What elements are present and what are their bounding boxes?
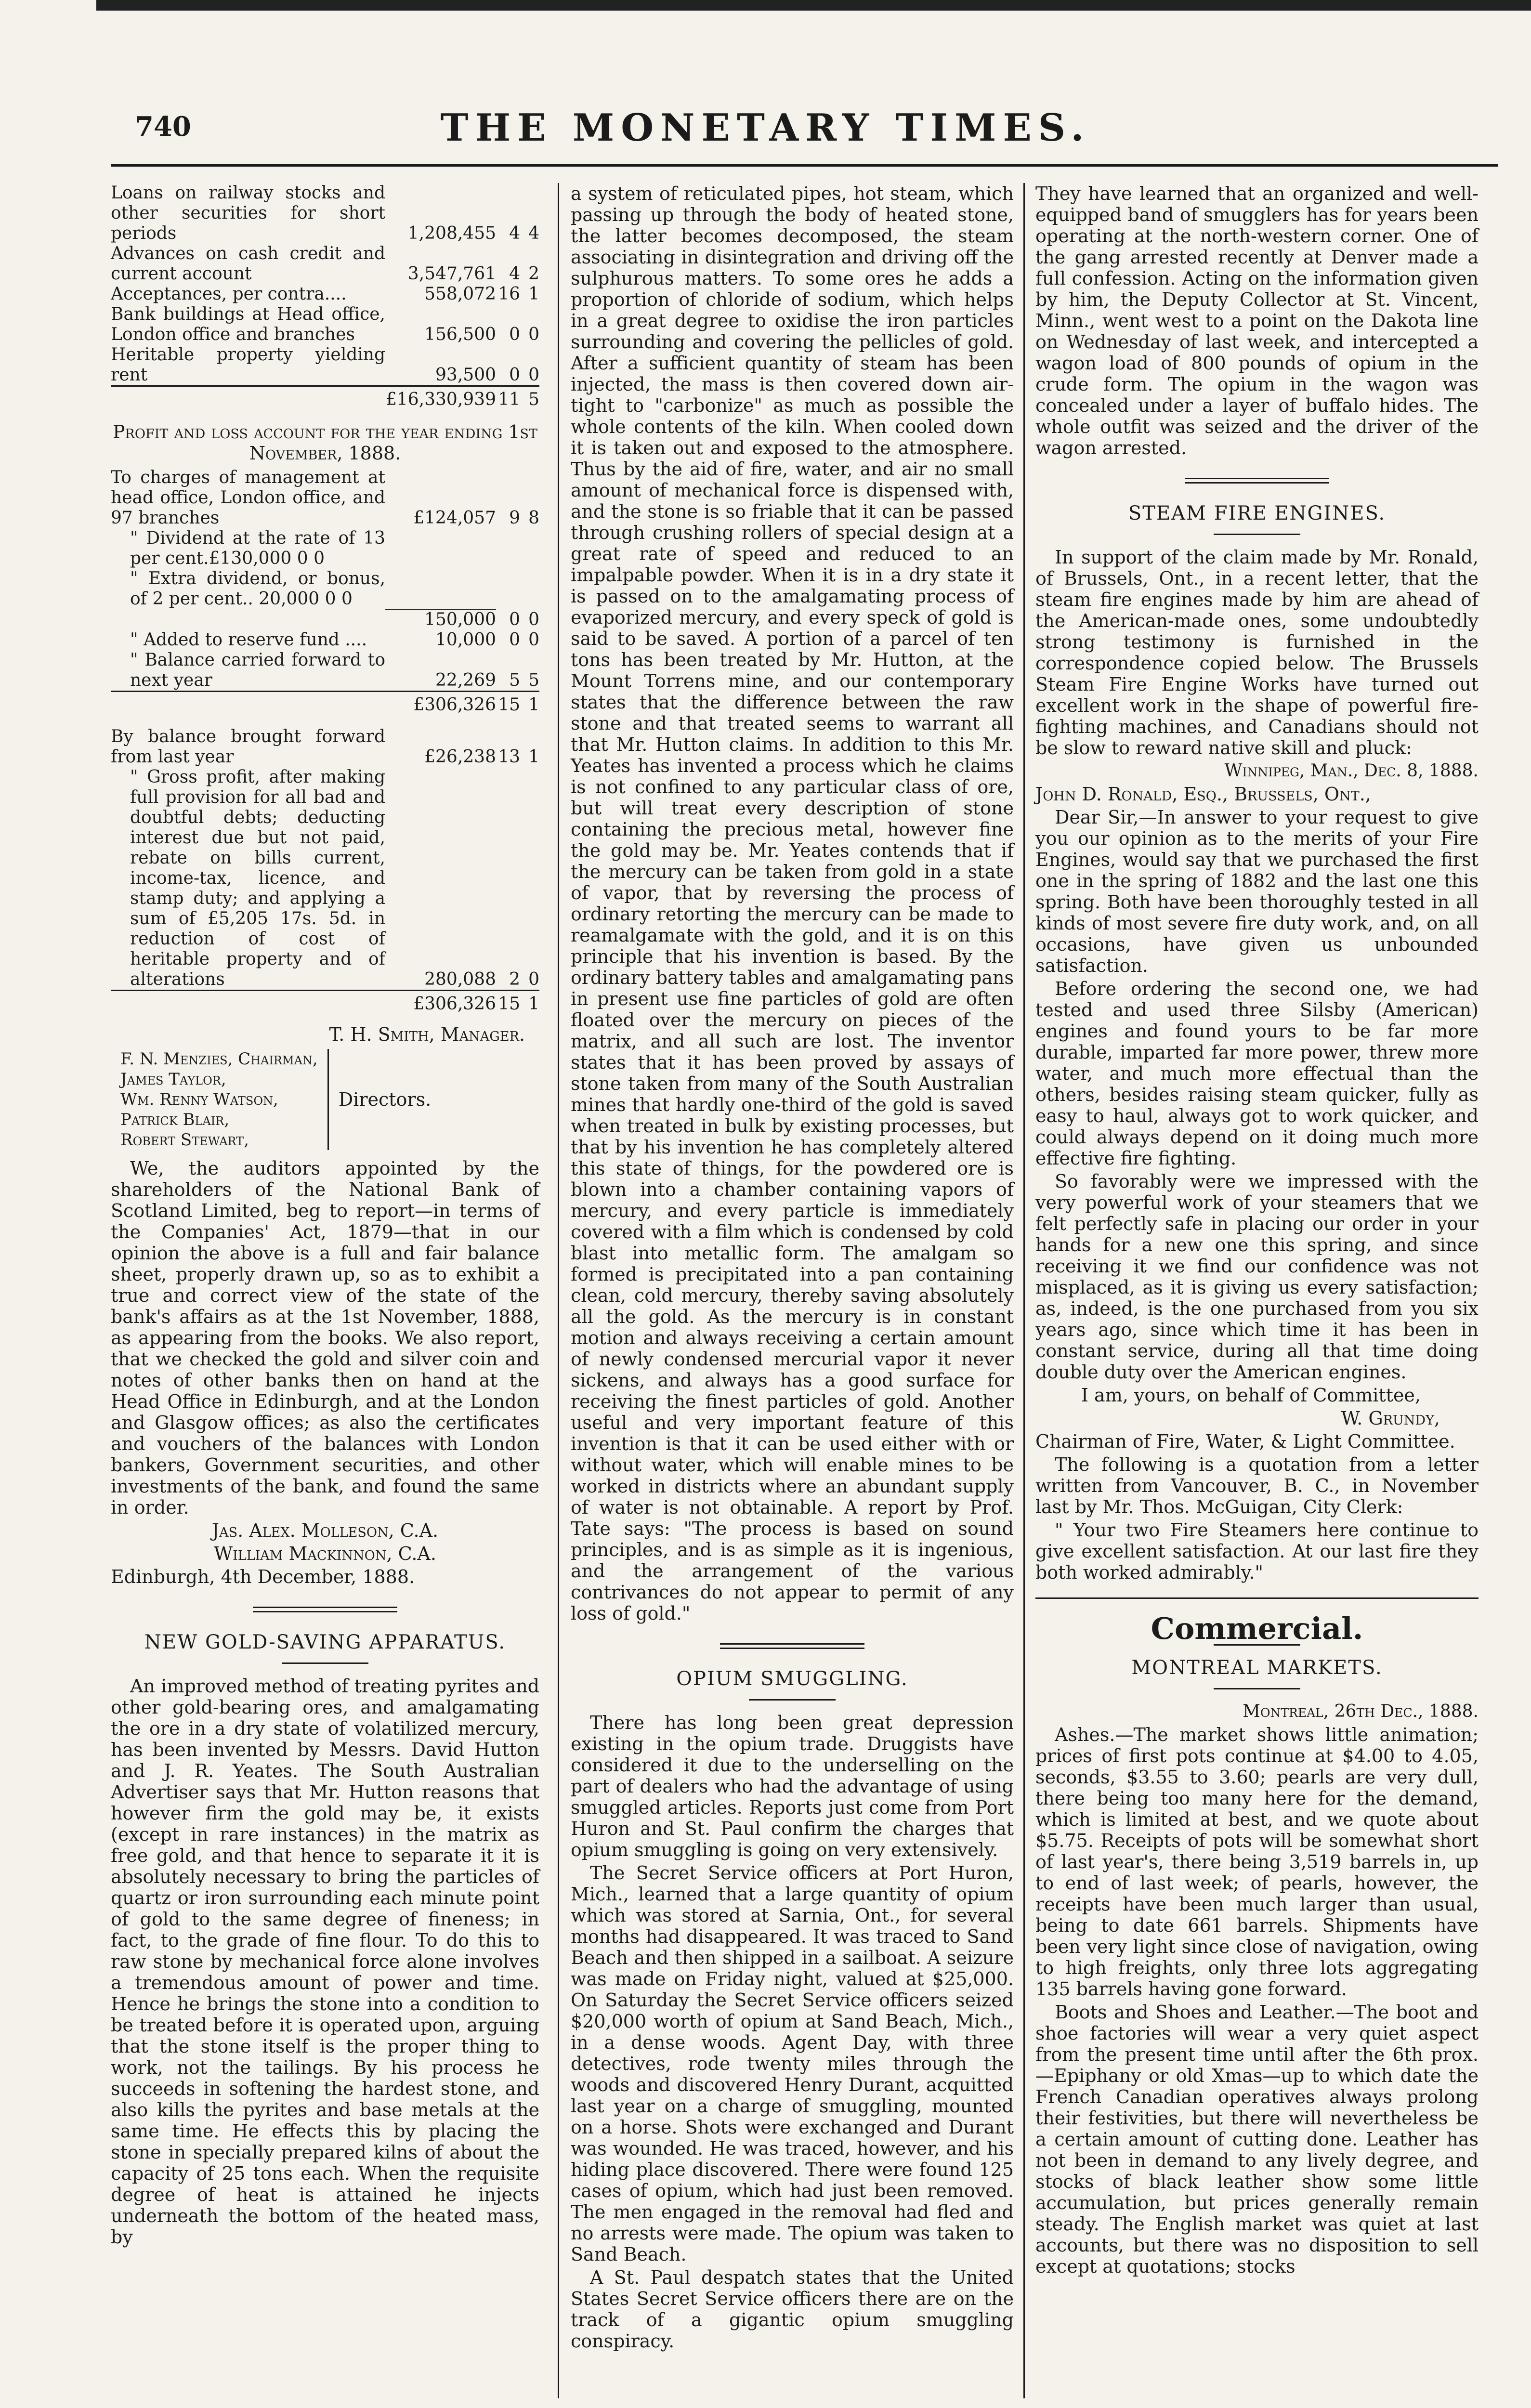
title-rule	[1214, 1688, 1300, 1689]
opium-article-title: OPIUM SMUGGLING.	[676, 1668, 908, 1690]
auditor-name: Jas. Alex. Molleson, C.A.	[211, 1520, 439, 1541]
ledger-row	[111, 304, 539, 345]
ledger-total-amount: £16,330,939	[385, 386, 496, 415]
markets-paragraph: Boots and Shoes and Leather.—The boot and shoe factories will wear a very quiet aspect from the present time until after the 6th prox.—Epiphany or old Xmas—up to which date the French Canadian operatives always prolong their festivities, but there will nevertheless be a certain amount of cutting done. Leather has not been in demand to any lively degree, and stocks of black leather show some little accumulation, but prices generally remain steady. The English market was quiet at last accounts, but there was no disposition to sell except at quotations; stocks	[1035, 2002, 1479, 2277]
markets-paragraph: Ashes.—The market shows little animation; prices of first pots continue at $4.00 to 4.05, seconds, $3.55 to 3.60; pearls are very dull, there being too many here for the demand, which is limited at best, and we quote about $5.75. Receipts of pots will be somewhat short of last year's, there being 3,519 barrels in, up to end of last week; of pearls, however, the receipts have been much larger than usual, being to date 661 barrels. Shipments have been very light since close of navigation, owing to high freights, only three lots aggregating 135 barrels having gone forward.	[1035, 1724, 1479, 2000]
directors-block	[120, 1049, 539, 1150]
ledger-amount: 150,000	[385, 609, 496, 630]
ledger-pence: 0	[528, 630, 539, 650]
ledger-total-row	[111, 692, 539, 720]
ledger-row	[111, 609, 539, 630]
balance-sheet-table	[111, 183, 539, 415]
section-rule	[1035, 1597, 1479, 1599]
ledger-shillings	[496, 528, 520, 569]
ledger-label: Loans on railway stocks and other securities for short periods	[111, 183, 385, 243]
markets-title: MONTREAL MARKETS.	[1131, 1657, 1383, 1679]
ledger-row	[111, 345, 539, 386]
steam-addressee: John D. Ronald, Esq., Brussels, Ont.,	[1035, 784, 1371, 805]
steam-letter-paragraph: So favorably were we impressed with the very powerful work of your steamers that we felt perfectly safe in placing our order in your hands for a new one this spring, and since receiving it we find our confidence was not misplaced, as it is giving us every satisfaction; as, indeed, is the one purchased from you six years ago, since which time it has been in constant service, during all that time doing double duty over the American engines.	[1035, 1171, 1479, 1383]
opium-article-text-continued: They have learned that an organized and well-equipped band of smugglers has for years been operating at the north-western corner. One of the gang arrested recently at Denver made a full confession. Acting on the information given by him, the Deputy Collector at St. Vincent, Minn., went west to a point on the Dakota line on Wednesday of last week, and intercepted a wagon load of 800 pounds of opium in the crude form. The opium in the wagon was concealed under a layer of buffalo hides. The whole outfit was seized and the driver of the wagon arrested.	[1035, 183, 1479, 458]
ledger-total-shillings: 15	[496, 692, 520, 720]
ledger-row	[111, 244, 539, 284]
ledger-label: Advances on cash credit and current account	[111, 244, 385, 284]
auditors-report: We, the auditors appointed by the shareholders of the National Bank of Scotland Limited, beg to report—in terms of the Companies' Act, 1879—that in our opinion the above is a full and fair balance sheet, properly drawn up, so as to exhibit a true and correct view of the state of the bank's affairs as at the 1st November, 1888, as appearing from the books. We also report, that we checked the gold and silver coin and notes of other banks then on hand at the Head Office in Edinburgh, and at the London and Glasgow offices; as also the certificates and vouchers of the balances with London bankers, Government securities, and other investments of the bank, and found the same in order.	[111, 1158, 539, 1518]
ledger-amount: 10,000	[435, 630, 496, 650]
pl-debit-table	[111, 468, 539, 720]
ledger-total-amount: £306,326	[385, 991, 496, 1020]
manager-signature: T. H. Smith, Manager.	[329, 1024, 525, 1045]
steam-intro: In support of the claim made by Mr. Ronald, of Brussels, Ont., in a recent letter, that the steam fire engines made by him are ahead of the American-made ones, some undoubtedly strong testimony is furnished in the correspondence copied below. The Brussels Steam Fire Engine Works have turned out excellent work in the shape of powerful fire-fighting machines, and Canadians should not be slow to reward native skill and pluck:	[1035, 547, 1479, 759]
directors-list	[120, 1049, 329, 1150]
column-2	[571, 183, 1014, 2354]
steam-signer: W. Grundy,	[1341, 1408, 1440, 1429]
ledger-label: Acceptances, per contra....	[111, 284, 347, 304]
pl-credit-table	[111, 727, 539, 1019]
director-name: Robert Stewart,	[120, 1130, 249, 1150]
opium-paragraph: There has long been great depression existing in the opium trade. Druggists have considered it due to the underselling on the part of dealers who had the advantage of using smuggled articles. Reports just come from Port Huron and St. Paul confirm the charges that opium smuggling is going on very extensively.	[571, 1712, 1014, 1860]
director-name: Patrick Blair,	[120, 1110, 230, 1129]
section-rule	[720, 1643, 864, 1649]
ledger-label: Bank buildings at Head office, London office and branches	[111, 304, 385, 344]
ledger-shillings: 16	[498, 284, 520, 304]
steam-signer-title: Chairman of Fire, Water, & Light Committee.	[1035, 1431, 1455, 1452]
steam-followup: The following is a quotation from a letter written from Vancouver, B. C., in November last by Mr. Thos. McGuigan, City Clerk:	[1035, 1454, 1479, 1518]
steam-quote: " Your two Fire Steamers here continue to give excellent satisfaction. At our last fire they both worked admirably."	[1035, 1519, 1479, 1583]
commercial-heading: Commercial.	[1151, 1611, 1363, 1646]
ledger-pence: 0	[528, 610, 539, 629]
ledger-pence: 0	[528, 365, 539, 385]
ledger-amount: 93,500	[435, 365, 496, 385]
ledger-shillings: 9	[509, 508, 520, 528]
ledger-amount: £124,057	[413, 508, 496, 528]
steam-article-title: STEAM FIRE ENGINES.	[1128, 502, 1386, 524]
pl-heading: Profit and loss account for the year ending 1st November, 1888.	[112, 421, 538, 464]
auditor-name: William Mackinnon, C.A.	[214, 1543, 436, 1564]
ledger-total-amount: £306,326	[385, 692, 496, 720]
ledger-row	[111, 767, 539, 991]
directors-label: Directors.	[338, 1089, 432, 1110]
header-rule	[111, 164, 1498, 167]
ledger-shillings: 5	[509, 670, 520, 690]
section-rule	[1185, 478, 1329, 484]
ledger-pence: 1	[528, 747, 539, 767]
column-divider-2	[1023, 183, 1025, 2398]
ledger-amount	[385, 569, 496, 609]
ledger-label: By balance brought forward from last year	[111, 727, 385, 767]
ledger-amount: 156,500	[424, 325, 496, 344]
director-name: F. N. Menzies, Chairman,	[120, 1049, 318, 1069]
ledger-pence: 4	[528, 223, 539, 243]
ledger-pence: 5	[528, 670, 539, 690]
steam-letter-paragraph: Dear Sir,—In answer to your request to give you our opinion as to the merits of your Fire Engines, would say that we purchased the first one in the spring of 1882 and the last one this spring. Both have been thoroughly tested in all kinds of most severe fire duty work, and, on all occasions, have given us unbounded satisfaction.	[1035, 807, 1479, 976]
ledger-row	[111, 284, 539, 304]
ledger-shillings: 0	[509, 630, 520, 650]
title-rule	[282, 1662, 368, 1664]
ledger-shillings: 4	[509, 223, 520, 243]
section-rule	[253, 1607, 397, 1612]
steam-closing: I am, yours, on behalf of Committee,	[1081, 1385, 1421, 1406]
ledger-pence: 0	[528, 325, 539, 344]
ledger-label	[111, 609, 385, 630]
ledger-total-row	[111, 991, 539, 1020]
ledger-amount: 1,208,455	[407, 223, 496, 243]
ledger-shillings: 13	[498, 747, 520, 767]
ledger-shillings: 0	[509, 325, 520, 344]
ledger-pence: 0	[528, 969, 539, 989]
ledger-total-pence: 1	[520, 692, 539, 720]
gold-article-text: An improved method of treating pyrites and other gold-bearing ores, and amalgamating the ore in a dry state of volatilized mercury, has been invented by Messrs. David Hutton and J. R. Yeates. The South Australian Advertiser says that Mr. Hutton reasons that however firm the gold may be, it exists (except in rare instances) in the matrix as free gold, and that hence to separate it it is absolutely necessary to bring the particles of quartz or iron surrounding each minute point of gold to the same degree of fineness; in fact, to the grade of fine flour. To do this to raw stone by mechanical force alone involves a tremendous amount of power and time. Hence he brings the stone into a condition to be treated before it is operated upon, arguing that the stone itself is the proper thing to work, not the tailings. By his process he succeeds in softening the hardest stone, and also kills the pyrites and base metals at the same time. He effects this by placing the stone in specially prepared kilns of about the capacity of 25 tons each. When the requisite degree of heat is attained he injects underneath the bottom of the heated mass, by	[111, 1675, 539, 2248]
ledger-row	[111, 528, 539, 569]
ledger-label: " Extra dividend, or bonus, of 2 per cent.. 20,000 0 0	[130, 569, 385, 609]
gold-article-text-continued: a system of reticulated pipes, hot steam, which passing up through the body of heated stone, the latter becomes decomposed, the steam associating in disintegration and driving off the sulphurous matters. To some ores he adds a proportion of chloride of sodium, which helps in a great degree to oxidise the iron particles surrounding and covering the pellicles of gold. After a sufficient quantity of steam has been injected, the mass is then covered down air-tight to "carbonize" as much as possible the whole contents of the kiln. When cooled down it is taken out and exposed to the atmosphere. Thus by the aid of fire, water, and air no small amount of mechanical force is dispensed with, and the stone is so friable that it can be passed through crushing rollers of special design at a great rate of speed and reduced to an impalpable powder. When it is in a dry state it is passed on to the amalgamating process of evaporized mercury, and every speck of gold is said to be saved. A portion of a parcel of ten tons has been treated by Mr. Hutton, at the Mount Torrens mine, and our contemporary states that the difference between the raw stone and that treated seems to warrant all that Mr. Hutton claims. In addition to this Mr. Yeates has invented a process which he claims is not confined to any particular class of ore, but will treat every description of stone containing the precious metal, however fine the gold may be. Mr. Yeates contends that if the mercury can be taken from gold in a state of vapor, that by reversing the process of ordinary retorting the mercury can be made to reamalgamate with the gold, and it is on this principle that his invention is based. By the ordinary battery tables and amalgamating pans in present use fine particles of gold are often floated over the mercury on pieces of the matrix, and all such are lost. The inventor states that it has been proved by assays of stone taken from many of the South Australian mines that hardly one-third of the gold is saved when treated in bulk by existing processes, but that by his invention he has completely altered this state of things, for the powdered ore is blown into a chamber containing vapors of mercury, and every particle is immediately covered with a film which is condensed by cold blast into metallic form. The amalgam so formed is precipitated into a pan containing clean, cold mercury, thereby saving absolutely all the gold. As the mercury is in constant motion and always receiving a certain amount of newly condensed mercurial vapor it never sickens, and always has a good surface for receiving the finest particles of gold. Another useful and very important feature of this invention is that it can be used either with or without water, which will enable mines to be worked in districts where an abundant supply of water is not obtainable. A report by Prof. Tate says: "The process is based on sound principles, and is as simple as it is ingenious, and the arrangement of the various contrivances do not appear to permit of any loss of gold."	[571, 183, 1014, 1624]
ledger-total-shillings: 15	[496, 991, 520, 1020]
ledger-pence: 2	[528, 264, 539, 284]
column-3	[1035, 183, 1479, 2279]
director-name: James Taylor,	[120, 1070, 226, 1089]
ledger-label: " Gross profit, after making full provision for all bad and doubtful debts; deducting interest due but not paid, rebate on bills current, income-tax, licence, and stamp duty; and applying a sum of £5,205 17s. 5d. in reduction of cost of heritable property and of alterations	[130, 767, 385, 989]
director-name: Wm. Renny Watson,	[120, 1090, 278, 1109]
scan-edge-bar	[96, 0, 1531, 11]
ledger-amount: 280,088	[424, 969, 496, 989]
auditors-place: Edinburgh, 4th December, 1888.	[111, 1566, 415, 1587]
ledger-shillings: 2	[509, 969, 520, 989]
ledger-label: To charges of management at head office, London office, and 97 branches	[111, 468, 385, 528]
ledger-row	[111, 650, 539, 692]
ledger-label: " Added to reserve fund ....	[130, 630, 367, 650]
ledger-total-pence: 5	[520, 386, 539, 415]
ledger-row	[111, 569, 539, 609]
ledger-label: " Balance carried forward to next year	[130, 650, 385, 690]
column-1	[111, 183, 539, 2250]
ledger-shillings: 0	[509, 610, 520, 629]
column-divider-1	[558, 183, 559, 2398]
masthead: THE MONETARY TIMES.	[440, 106, 1091, 150]
steam-dateline: Winnipeg, Man., Dec. 8, 1888.	[1224, 761, 1479, 781]
ledger-pence	[520, 569, 539, 609]
ledger-amount: £26,238	[424, 747, 496, 767]
page-number: 740	[135, 111, 191, 143]
ledger-amount	[385, 528, 496, 569]
title-rule	[749, 1699, 836, 1701]
steam-letter-paragraph: Before ordering the second one, we had tested and used three Silsby (American) engines and found yours to be far more durable, imparted far more power, threw more water, and much more effectual than the others, besides raising steam quicker, fully as easy to haul, always got to work quicker, and could always depend on it doing much more effective fire fighting.	[1035, 978, 1479, 1169]
ledger-total-pence: 1	[520, 991, 539, 1020]
ledger-amount: 22,269	[435, 670, 496, 690]
ledger-row	[111, 727, 539, 767]
ledger-row	[111, 468, 539, 528]
ledger-total-row	[111, 386, 539, 415]
ledger-row	[111, 630, 539, 650]
ledger-shillings	[496, 569, 520, 609]
ledger-pence	[520, 528, 539, 569]
ledger-total-shillings: 11	[496, 386, 520, 415]
ledger-pence: 8	[528, 508, 539, 528]
ledger-label: " Dividend at the rate of 13 per cent.£130,000 0 0	[130, 528, 385, 568]
markets-dateline: Montreal, 26th Dec., 1888.	[1243, 1701, 1479, 1721]
title-rule	[1214, 534, 1300, 535]
opium-paragraph: The Secret Service officers at Port Huron, Mich., learned that a large quantity of opium which was stored at Sarnia, Ont., for several months had disappeared. It was traced to Sand Beach and then shipped in a sailboat. A seizure was made on Friday night, valued at $25,000. On Saturday the Secret Service officers seized $20,000 worth of opium at Sand Beach, Mich., in a dense woods. Agent Day, with three detectives, rode twenty miles through the woods and discovered Henry Durant, acquitted last year on a charge of smuggling, mounted on a horse. Shots were exchanged and Durant was wounded. He was traced, however, and his hiding place discovered. There were found 125 cases of opium, which had just been removed. The men engaged in the removal had fled and no arrests were made. The opium was taken to Sand Beach.	[571, 1862, 1014, 2265]
ledger-amount: 558,072	[424, 284, 496, 304]
ledger-row	[111, 183, 539, 244]
opium-paragraph: A St. Paul despatch states that the United States Secret Service officers there are on the track of a gigantic opium smuggling conspiracy.	[571, 2267, 1014, 2352]
ledger-shillings: 4	[509, 264, 520, 284]
ledger-pence: 1	[528, 284, 539, 304]
ledger-label: Heritable property yielding rent	[111, 345, 385, 385]
ledger-amount: 3,547,761	[407, 264, 496, 284]
ledger-shillings: 0	[509, 365, 520, 385]
gold-article-title: NEW GOLD-SAVING APPARATUS.	[144, 1631, 506, 1653]
